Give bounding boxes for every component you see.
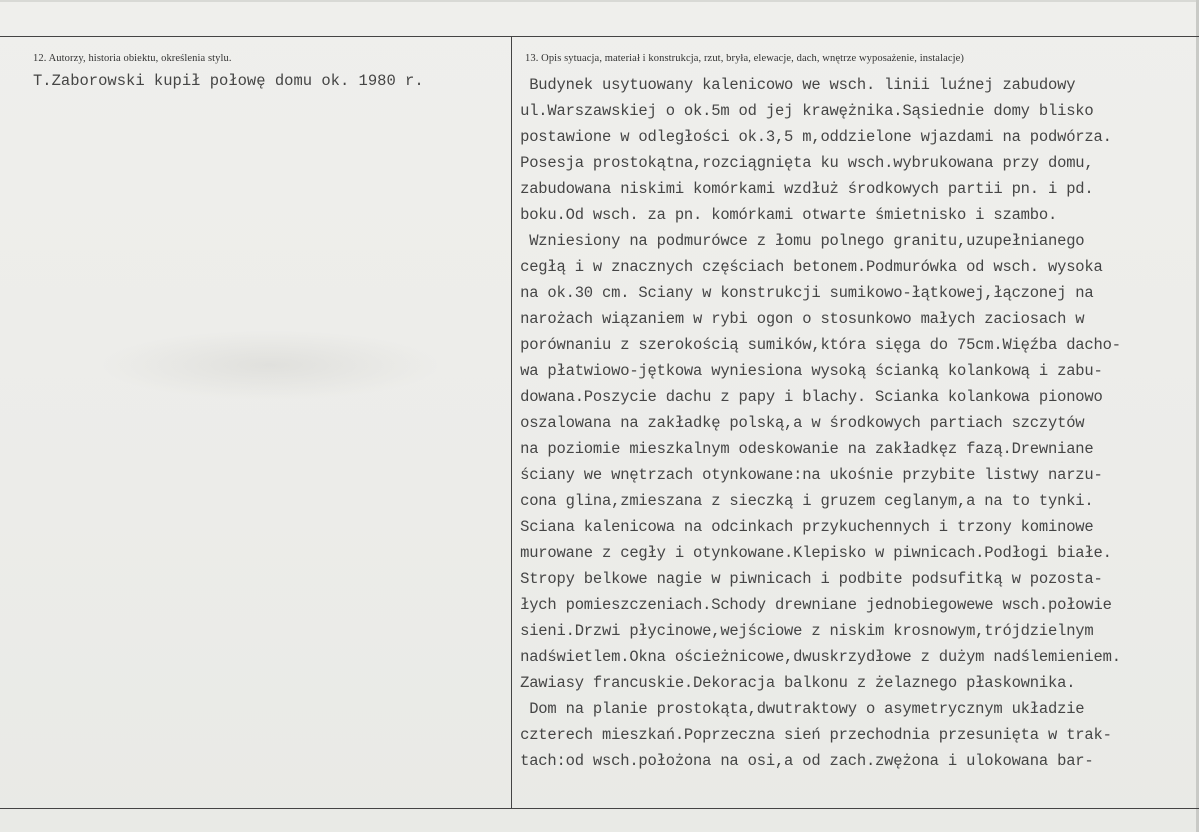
body-line: Dom na planie prostokąta,dwutraktowy o asymetrycznym układzie [511, 700, 1085, 718]
body-line: dowana.Poszycie dachu z papy i blachy. Scianka kolankowa pionowo [511, 388, 1103, 406]
body-line: Posesja prostokątna,rozciągnięta ku wsch.wybrukowana przy domu, [511, 154, 1094, 172]
field-13-label: 13. Opis sytuacja, materiał i konstrukcja, rzut, bryła, elewacje, dach, wnętrze wyposażenie, instalacje) [525, 53, 964, 64]
body-line: Budynek usytuowany kalenicowo we wsch. linii luźnej zabudowy [511, 76, 1076, 94]
body-line: zabudowana niskimi komórkami wzdłuż środkowych partii pn. i pd. [511, 180, 1094, 198]
form-top-rule [0, 36, 1199, 37]
body-line: sieni.Drzwi płycinowe,wejściowe z niskim krosnowym,trójdzielnym [511, 622, 1094, 640]
body-line: Zawiasy francuskie.Dekoracja balkonu z żelaznego płaskownika. [511, 674, 1076, 692]
field-12-text: T.Zaborowski kupił połowę domu ok. 1980 r. [33, 72, 424, 90]
body-line: Stropy belkowe nagie w piwnicach i podbite podsufitką w pozosta- [511, 570, 1103, 588]
body-line: tach:od wsch.położona na osi,a od zach.zwężona i ulokowana bar- [511, 752, 1094, 770]
body-line: cona glina,zmieszana z sieczką i gruzem ceglanym,a na to tynki. [511, 492, 1094, 510]
body-line: oszalowana na zakładkę polską,a w środkowych partiach szczytów [511, 414, 1085, 432]
body-line: narożach wiązaniem w rybi ogon o stosunkowo małych zaciosach w [511, 310, 1085, 328]
form-bottom-rule [0, 808, 1199, 809]
body-line: na poziomie mieszkalnym odeskowanie na zakładkęz fazą.Drewniane [511, 440, 1094, 458]
body-line: Wzniesiony na podmurówce z łomu polnego granitu,uzupełnianego [511, 232, 1085, 250]
paper-edge-top [0, 0, 1199, 2]
body-line: łych pomieszczeniach.Schody drewniane jednobiegowewe wsch.połowie [511, 596, 1112, 614]
body-line: wa płatwiowo-jętkowa wyniesiona wysoką ścianką kolankową i zabu- [511, 362, 1103, 380]
body-line: murowane z cegły i otynkowane.Klepisko w piwnicach.Podłogi białe. [511, 544, 1112, 562]
body-line: Sciana kalenicowa na odcinkach przykuchennych i trzony kominowe [511, 518, 1094, 536]
body-line: porównaniu z szerokością sumików,która sięga do 75cm.Więźba dacho- [511, 336, 1121, 354]
body-line: czterech mieszkań.Poprzeczna sień przechodnia przesunięta w trak- [511, 726, 1112, 744]
body-line: ul.Warszawskiej o ok.5m od jej krawężnika.Sąsiednie domy blisko [511, 102, 1094, 120]
paper-smudge [100, 330, 440, 400]
body-line: nadświetlem.Okna ościeżnicowe,dwuskrzydłowe z dużym nadślemieniem. [511, 648, 1121, 666]
body-line: na ok.30 cm. Sciany w konstrukcji sumikowo-łątkowej,łączonej na [511, 284, 1094, 302]
field-12-label: 12. Autorzy, historia obiektu, określenia stylu. [33, 53, 232, 64]
body-line: cegłą i w znacznych częściach betonem.Podmurówka od wsch. wysoka [511, 258, 1103, 276]
body-line: ściany we wnętrzach otynkowane:na ukośnie przybite listwy narzu- [511, 466, 1103, 484]
body-line: boku.Od wsch. za pn. komórkami otwarte śmietnisko i szambo. [511, 206, 1058, 224]
body-line: postawione w odległości ok.3,5 m,oddzielone wjazdami na podwórza. [511, 128, 1112, 146]
